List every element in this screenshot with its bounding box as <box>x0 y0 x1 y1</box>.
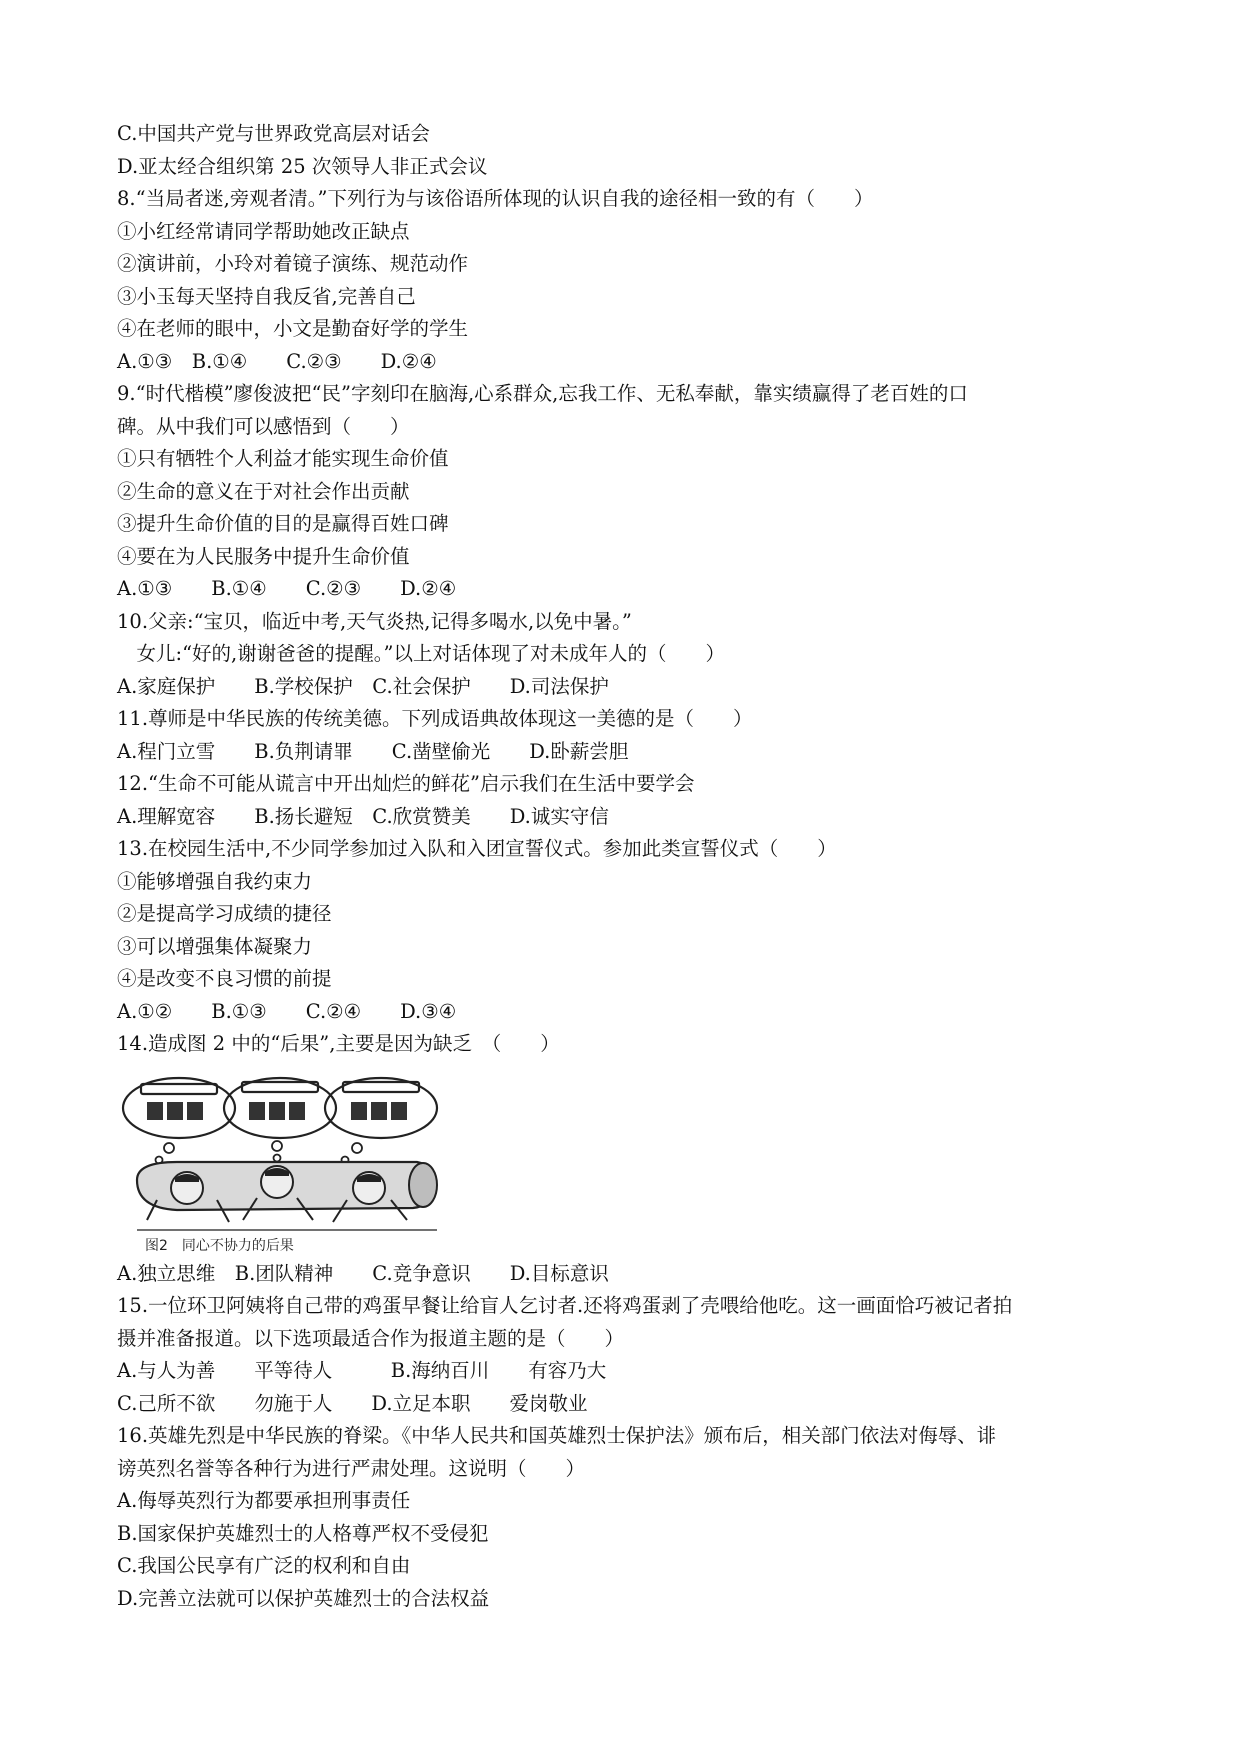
question-16-stem: 16.英雄先烈是中华民族的脊梁。《中华人民共和国英雄烈士保护法》颁布后，相关部门依法对侮辱、诽 <box>117 1424 997 1447</box>
option-line: A.侮辱英烈行为都要承担刑事责任 <box>117 1489 411 1512</box>
answer-options: A.理解宽容 B.扬长避短 C.欣赏赞美 D.诚实守信 <box>117 805 609 828</box>
question-10-stem-cont: 女儿:“好的,谢谢爸爸的提醒。”以上对话体现了对未成年人的（ ） <box>117 642 725 665</box>
option-line: C.中国共产党与世界政党高层对话会 <box>117 122 430 145</box>
statement-line: ②演讲前，小玲对着镜子演练、规范动作 <box>117 252 469 275</box>
statement-line: ③提升生命价值的目的是赢得百姓口碑 <box>117 512 449 535</box>
question-9-stem: 9.“时代楷模”廖俊波把“民”字刻印在脑海,心系群众,忘我工作、无私奉献，靠实绩赢得了老百姓的口 <box>117 382 968 405</box>
statement-line: ④是改变不良习惯的前提 <box>117 967 332 990</box>
statement-line: ①只有牺牲个人利益才能实现生命价值 <box>117 447 449 470</box>
statement-line: ②生命的意义在于对社会作出贡献 <box>117 480 410 503</box>
statement-line: ①能够增强自我约束力 <box>117 870 313 893</box>
statement-line: ②是提高学习成绩的捷径 <box>117 902 332 925</box>
option-line: C.我国公民享有广泛的权利和自由 <box>117 1554 411 1577</box>
question-15-stem-cont: 摄并准备报道。以下选项最适合作为报道主题的是（ ） <box>117 1327 625 1350</box>
question-15-stem: 15.一位环卫阿姨将自己带的鸡蛋早餐让给盲人乞讨者.还将鸡蛋剥了壳喂给他吃。这一画面恰巧被记者拍 <box>117 1294 1013 1317</box>
statement-line: ③小玉每天坚持自我反省,完善自己 <box>117 285 416 308</box>
statement-line: ③可以增强集体凝聚力 <box>117 935 313 958</box>
question-9-stem-cont: 碑。从中我们可以感悟到（ ） <box>117 415 410 438</box>
question-8-stem: 8.“当局者迷,旁观者清。”下列行为与该俗语所体现的认识自我的途径相一致的有（ ） <box>117 187 874 210</box>
question-12-stem: 12.“生命不可能从谎言中开出灿烂的鲜花”启示我们在生活中要学会 <box>117 772 695 795</box>
figure-2-cartoon <box>117 1070 447 1255</box>
option-line: B.国家保护英雄烈士的人格尊严权不受侵犯 <box>117 1522 489 1545</box>
statement-line: ④在老师的眼中，小文是勤奋好学的学生 <box>117 317 469 340</box>
answer-options: A.与人为善 平等待人 B.海纳百川 有容乃大 <box>117 1359 607 1382</box>
answer-options: C.己所不欲 勿施于人 D.立足本职 爱岗敬业 <box>117 1392 588 1415</box>
answer-options: A.独立思维 B.团队精神 C.竞争意识 D.目标意识 <box>117 1262 609 1285</box>
question-14-stem: 14.造成图 2 中的“后果”,主要是因为缺乏 （ ） <box>117 1032 560 1055</box>
question-13-stem: 13.在校园生活中,不少同学参加过入队和入团宣誓仪式。参加此类宣誓仪式（ ） <box>117 837 837 860</box>
answer-options: A.程门立雪 B.负荆请罪 C.凿壁偷光 D.卧薪尝胆 <box>117 740 629 763</box>
question-11-stem: 11.尊师是中华民族的传统美德。下列成语典故体现这一美德的是（ ） <box>117 707 753 730</box>
option-line: D.完善立法就可以保护英雄烈士的合法权益 <box>117 1587 490 1610</box>
answer-options: A.①③ B.①④ C.②③ D.②④ <box>117 577 457 600</box>
answer-options: A.①② B.①③ C.②④ D.③④ <box>117 1000 457 1023</box>
figure-caption: 图2 同心不协力的后果 <box>145 1238 294 1254</box>
statement-line: ④要在为人民服务中提升生命价值 <box>117 545 410 568</box>
question-16-stem-cont: 谤英烈名誉等各种行为进行严肃处理。这说明（ ） <box>117 1457 586 1480</box>
statement-line: ①小红经常请同学帮助她改正缺点 <box>117 220 410 243</box>
answer-options: A.家庭保护 B.学校保护 C.社会保护 D.司法保护 <box>117 675 609 698</box>
cartoon-illustration <box>117 1070 447 1255</box>
answer-options: A.①③ B.①④ C.②③ D.②④ <box>117 350 437 373</box>
question-10-stem: 10.父亲:“宝贝，临近中考,天气炎热,记得多喝水,以免中暑。” <box>117 610 632 633</box>
option-line: D.亚太经合组织第 25 次领导人非正式会议 <box>117 155 488 178</box>
